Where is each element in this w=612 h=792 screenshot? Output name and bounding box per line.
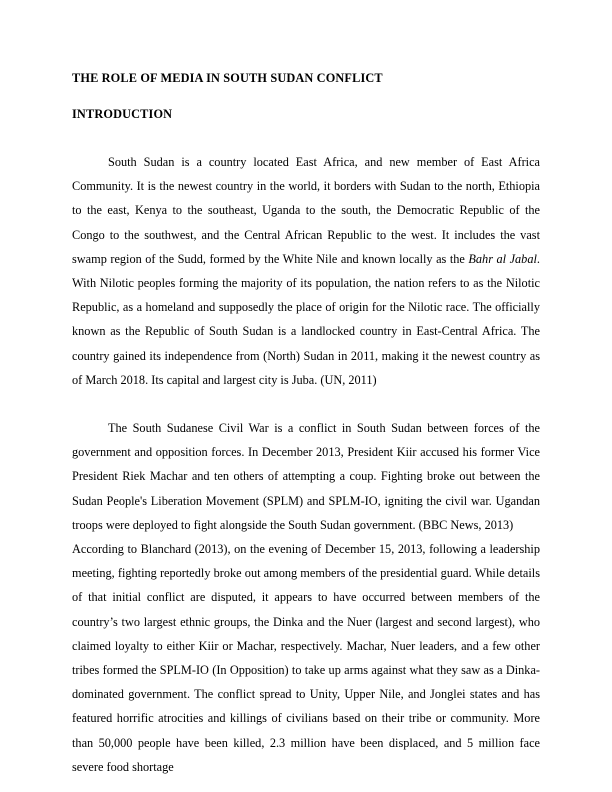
paragraph-spacer [72,392,540,416]
italic-place-name: Bahr al Jabal [468,251,537,266]
paragraph-spacer [72,126,540,150]
page-title: THE ROLE OF MEDIA IN SOUTH SUDAN CONFLICT [72,71,383,85]
paragraph-civil-war-background: The South Sudanese Civil War is a conflict in South Sudan between forces of the government and opposition forces. In December 2013, President Kiir accused his former Vice President Riek Machar and ten others of attempting a coup. Fighting broke out between the Sudan People's Liberation Movement (SPLM) and SPLM-IO, igniting the civil war. Ugandan troops were deployed to fight alongside the South Sudan government. (BBC News, 2013) [72,421,540,532]
paragraph-text-segment: . With Nilotic peoples forming the majority of its population, the nation refers to as the Nilotic Republic, as a homeland and supposedly the place of origin for the Nilotic race. The officially known as the Republic of South Sudan is a landlocked country in East-Central Africa. The country gained its independence from (North) Sudan in 2011, making it the newest country as of March 2018. Its capital and largest city is Juba. (UN, 2011) [72,251,540,387]
paragraph-text-segment: South Sudan is a country located East Africa, and new member of East Africa Community. It is the newest country in the world, it borders with Sudan to the north, Ethiopia to the east, Kenya to the southeast, Uganda to the south, the Democratic Republic of the Congo to the southwest, and the Central African Republic to the west. It includes the vast swamp region of the Sudd, formed by the White Nile and known locally as the [72,155,540,266]
section-heading-introduction: INTRODUCTION [72,107,173,121]
paragraph-blanchard-account: According to Blanchard (2013), on the evening of December 15, 2013, following a leadership meeting, fighting reportedly broke out among members of the presidential guard. While details of that initial conflict are disputed, it appears to have occurred between members of the country’s two largest ethnic groups, the Dinka and the Nuer (largest and second largest), who claimed loyalty to either Kiir or Machar, respectively. Machar, Nuer leaders, and a few other tribes formed the SPLM-IO (In Opposition) to take up arms against what they saw as a Dinka-dominated government. The conflict spread to Unity, Upper Nile, and Jonglei states and has featured horrific atrocities and killings of civilians based on their tribe or community. More than 50,000 people have been killed, 2.3 million have been displaced, and 5 million face severe food shortage [72,542,540,774]
paragraph-introduction-overview [72,150,540,392]
